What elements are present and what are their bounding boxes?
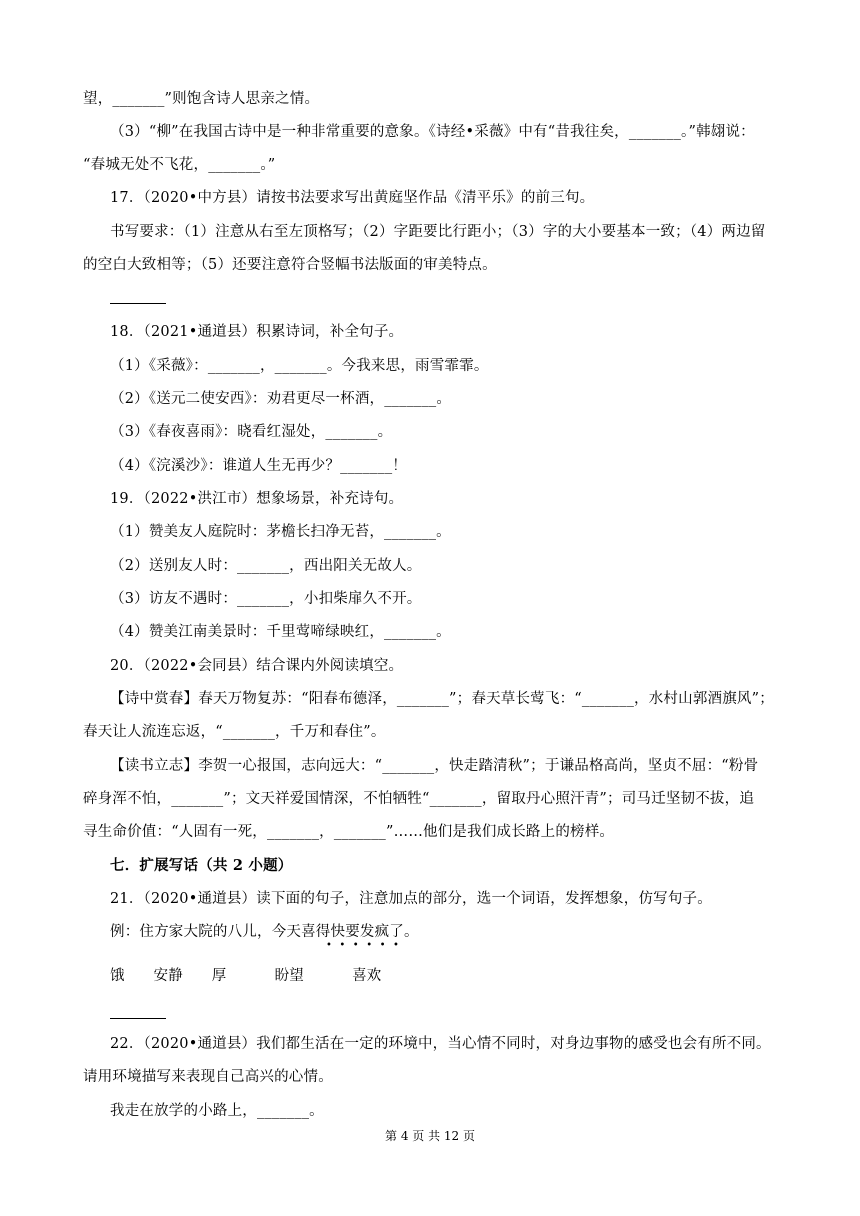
text-line: 望，_______”则饱含诗人思亲之情。 [83,91,320,107]
text-line: 请用环境描写来表现自己高兴的心情。 [83,1069,333,1085]
text-line: （1）赞美友人庭院时：茅檐长扫净无苔，_______。 [110,524,451,540]
emphasis-dots: •••••• [326,940,407,951]
question-22: 22．（2020•通道县）我们都生活在一定的环境中，当心情不同时，对身边事物的感受也会有所不同。 [110,1036,771,1052]
word-options: 饿 安静 厚 盼望 喜欢 [110,968,382,984]
text-line: （3）“柳”在我国古诗中是一种非常重要的意象。《诗经•采薇》中有“昔我往矣，_______。”韩翃说： [110,124,755,140]
text-line: 寻生命价值：“人固有一死，_______，_______”……他们是我们成长路上的榜样。 [83,824,615,840]
text-line: 书写要求：（1）注意从右至左顶格写；（2）字距要比行距小；（3）字的大小要基本一致；（4）两边留 [110,224,766,240]
text-line: （4）赞美江南美景时：千里莺啼绿映红，_______。 [110,624,451,640]
text-line: “春城无处不飞花，_______。” [83,157,276,173]
text-line: （1）《采薇》：_______，_______。今我来思，雨雪霏霏。 [110,358,489,374]
text-line: （2）《送元二使安西》：劝君更尽一杯酒，_______。 [110,391,452,407]
question-17: 17．（2020•中方县）请按书法要求写出黄庭坚作品《清平乐》的前三句。 [110,190,595,206]
text-line: 碎身浑不怕，_______”；文天祥爱国情深，不怕牺牲“_______，留取丹心照汗青”；司马迁坚韧不拔，追 [83,791,755,807]
question-18: 18．（2021•通道县）积累诗词，补全句子。 [110,324,404,340]
text-line: 【诗中赏春】春天万物复苏：“阳春布德泽，_______”；春天草长莺飞：“_______，水村山郭酒旗风”； [110,691,774,707]
text-line: 我走在放学的小路上，_______。 [110,1103,324,1119]
text-line: （3）《春夜喜雨》：晓看红湿处，_______。 [110,424,393,440]
text-line: 春天让人流连忘返，“_______，千万和春住”。 [83,724,386,740]
answer-blank [110,1018,166,1019]
example-sentence: 例：住方家大院的八儿，今天喜得快要发疯了。 [110,924,419,940]
question-19: 19．（2022•洪江市）想象场景，补充诗句。 [110,491,404,507]
question-21: 21．（2020•通道县）读下面的句子，注意加点的部分，选一个词语，发挥想象，仿写句子。 [110,891,712,907]
text-line: 的空白大致相等；（5）还要注意符合竖幅书法版面的审美特点。 [83,257,497,273]
text-line: （2）送别友人时：_______，西出阳关无故人。 [110,558,422,574]
question-20: 20．（2022•会同县）结合课内外阅读填空。 [110,658,404,674]
section-heading: 七．扩展写话（共 2 小题） [110,857,293,874]
text-line: （4）《浣溪沙》：谁道人生无再少？_______！ [110,458,407,474]
text-line: （3）访友不遇时：_______，小扣柴扉久不开。 [110,591,422,607]
page-footer: 第 4 页 共 12 页 [385,1129,475,1143]
text-line: 【读书立志】李贺一心报国，志向远大：“_______，快走踏清秋”；于谦品格高尚，坚贞不屈：“粉骨 [110,758,759,774]
answer-blank [110,303,166,304]
